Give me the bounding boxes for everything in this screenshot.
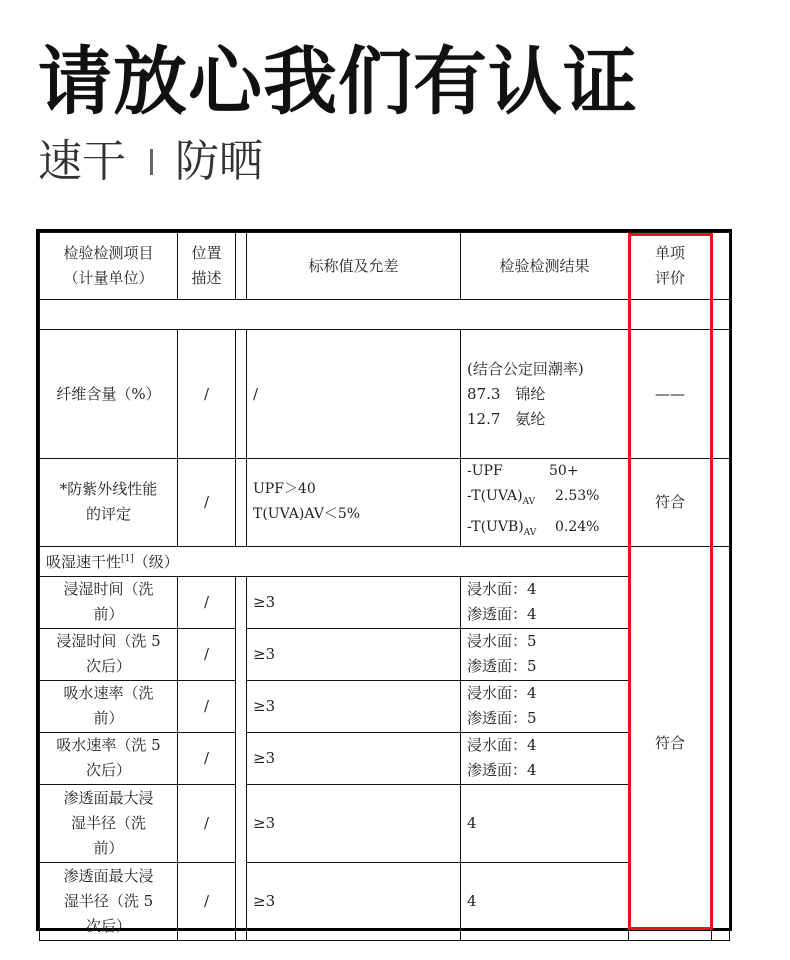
row-item [40,680,178,732]
row-result-line: 4 [467,813,477,832]
uv-item-line1: *防紫外线性能 [59,480,158,499]
row-position: / [178,680,236,732]
header-rating-line2: 评价 [654,269,685,287]
uv-result-label: -T(UVA) [467,488,523,504]
group-label-text: 吸湿速干性 [46,553,122,572]
uv-result [461,459,629,547]
row-result-line: 浸水面：4 [467,684,537,703]
uv-result-value: 50+ [549,463,579,479]
fiber-result [461,330,629,459]
fiber-result-line: (结合公定回潮率) [467,359,584,378]
table-row [40,862,730,940]
header-nominal: 标称值及允差 [247,233,461,300]
fiber-rating: —— [629,330,712,459]
uv-result-sub: AV [523,527,537,538]
fiber-position: / [178,330,236,459]
edge-cell [712,233,730,300]
edge-cell [712,459,730,547]
header-item-line2: （计量单位） [63,269,154,287]
uv-result-value: 0.24% [555,518,600,535]
fiber-result-line: 87.3 锦纶 [467,384,546,403]
uv-result-label: -T(UVB) [467,518,524,535]
uv-rating: 符合 [629,459,712,547]
empty-rating-cell [629,300,712,330]
row-nominal: ≥3 [247,732,461,784]
gap-cell [236,233,247,300]
row-position: / [178,732,236,784]
page-subline [38,134,263,190]
row-position: / [178,628,236,680]
row-result-line: 浸水面：4 [467,580,537,599]
row-nominal: ≥3 [247,784,461,862]
row-result-line: 渗透面：5 [467,657,537,676]
header-item-line1: 检验检测项目 [63,244,154,262]
header-position [178,233,236,300]
row-item-line: 吸水速率（洗 5 [56,736,161,755]
row-item [40,862,178,940]
row-position: / [178,862,236,940]
group-footnote: [1] [121,554,134,565]
table-row [40,576,730,628]
header-position-line1: 位置 [191,244,222,262]
row-item-line: 湿半径（洗 [70,813,146,832]
uv-nominal [247,459,461,547]
page-headline: 请放心我们有认证 [38,39,638,125]
row-item-line: 前） [93,838,124,857]
subline-quick-dry: 速干 [38,136,126,187]
row-item-line: 次后） [85,657,131,676]
gap-cell [236,330,247,459]
uv-result-label: -UPF [467,463,503,479]
table-row [40,784,730,862]
uv-nominal-line1: UPF＞40 [253,481,316,498]
edge-cell [712,546,730,940]
header-rating-line1: 单项 [654,244,685,262]
row-item [40,732,178,784]
row-item [40,784,178,862]
row-item [40,576,178,628]
row-item-line: 前） [93,605,124,624]
row-item-line: 前） [93,709,124,728]
row-position: / [178,576,236,628]
row-result-line: 浸水面：4 [467,736,537,755]
uv-result-line [467,459,622,484]
table-row [40,628,730,680]
header-result: 检验检测结果 [461,233,629,300]
empty-cell [40,300,629,330]
row-result-line: 浸水面：5 [467,632,537,651]
row-result-line: 渗透面：4 [467,605,537,624]
gap-cell [236,459,247,547]
row-result [461,862,629,940]
row-nominal: ≥3 [247,680,461,732]
row-item-line: 浸湿时间（洗 [63,580,154,599]
uv-item-line2: 的评定 [85,505,131,524]
uv-result-line [467,515,622,546]
table-row-uv [40,459,730,547]
uv-result-value: 2.53% [555,488,600,504]
table-row-fiber [40,330,730,459]
row-nominal: ≥3 [247,628,461,680]
group-label [40,546,629,576]
table-row [40,680,730,732]
row-result [461,732,629,784]
header-rating [629,233,712,300]
header-item [40,233,178,300]
uv-position: / [178,459,236,547]
uv-result-sub: AV [522,496,536,507]
fiber-nominal: / [247,330,461,459]
header-position-line2: 描述 [191,269,222,287]
group-unit: （级） [133,553,179,572]
row-nominal: ≥3 [247,576,461,628]
row-item-line: 浸湿时间（洗 5 [56,632,161,651]
group-rating: 符合 [629,546,712,940]
row-result [461,784,629,862]
row-position: / [178,784,236,862]
fiber-item: 纤维含量（%） [40,330,178,459]
row-item-line: 渗透面最大浸 [63,788,154,807]
row-item-line: 渗透面最大浸 [63,866,154,885]
row-result-line: 渗透面：5 [467,709,537,728]
edge-cell [712,300,730,330]
row-item-line: 次后） [85,916,131,935]
table-row-empty [40,300,730,330]
row-result [461,628,629,680]
edge-cell [712,330,730,459]
uv-result-line [467,484,622,515]
uv-item [40,459,178,547]
row-item-line: 湿半径（洗 5 [63,891,154,910]
table-row [40,732,730,784]
row-item-line: 次后） [85,761,131,780]
row-result-line: 4 [467,891,477,910]
test-report-table [36,229,732,935]
fiber-result-line: 12.7 氨纶 [467,409,546,428]
table-row-group [40,546,730,576]
subline-sun-protection: 防晒 [175,136,263,187]
row-result-line: 渗透面：4 [467,761,537,780]
row-result [461,680,629,732]
row-item [40,628,178,680]
uv-nominal-line2: T(UVA)AV＜5% [253,506,361,523]
subline-divider [150,149,153,175]
row-nominal: ≥3 [247,862,461,940]
gap-cell [236,576,247,940]
table-header-row [40,233,730,300]
row-item-line: 吸水速率（洗 [63,684,154,703]
row-result [461,576,629,628]
